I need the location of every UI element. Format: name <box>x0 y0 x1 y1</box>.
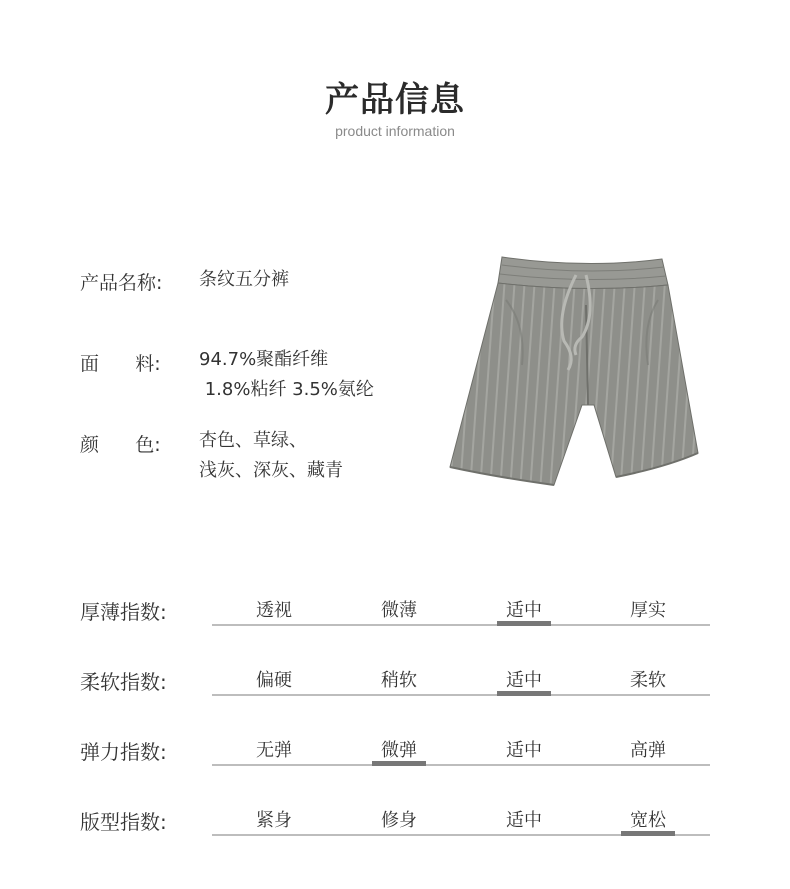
scale-option: 适中 <box>506 670 542 691</box>
scale-label: 弹力指数: <box>80 740 167 764</box>
page-subtitle: product information <box>335 123 455 139</box>
scale-option: 微薄 <box>381 600 417 621</box>
scale-label: 厚薄指数: <box>80 600 167 624</box>
scale-marker <box>497 621 551 626</box>
scale-marker <box>497 691 551 696</box>
scale-option: 适中 <box>506 740 542 761</box>
scale-label: 版型指数: <box>80 810 167 834</box>
color-line-2: 浅灰、深灰、藏青 <box>199 460 343 481</box>
fabric-label: 面 料: <box>80 353 161 375</box>
scale-option: 透视 <box>256 600 292 621</box>
scale-option: 柔软 <box>630 670 666 691</box>
scale-option: 适中 <box>506 600 542 621</box>
scale-option: 高弹 <box>630 740 666 761</box>
fabric-line-2: 1.8%粘纤 3.5%氨纶 <box>199 379 374 400</box>
scale-line <box>212 764 710 766</box>
scale-option: 紧身 <box>256 810 292 831</box>
scale-line <box>212 694 710 696</box>
scale-option: 适中 <box>506 810 542 831</box>
color-line-1: 杏色、草绿、 <box>199 430 307 451</box>
scale-option: 宽松 <box>630 810 666 831</box>
fabric-line-1: 94.7%聚酯纤维 <box>199 349 329 370</box>
color-label: 颜 色: <box>80 434 161 456</box>
scale-marker <box>372 761 426 766</box>
product-name-value: 条纹五分裤 <box>199 269 289 290</box>
scale-option: 偏硬 <box>256 670 292 691</box>
product-name-label: 产品名称: <box>80 272 163 294</box>
scale-option: 微弹 <box>381 740 417 761</box>
scale-line <box>212 624 710 626</box>
striped-shorts-image <box>436 245 736 505</box>
scale-marker <box>621 831 675 836</box>
scale-option: 修身 <box>381 810 417 831</box>
page-title: 产品信息 <box>325 80 465 120</box>
scale-option: 稍软 <box>381 670 417 691</box>
scale-label: 柔软指数: <box>80 670 167 694</box>
scale-option: 无弹 <box>256 740 292 761</box>
scale-option: 厚实 <box>630 600 666 621</box>
